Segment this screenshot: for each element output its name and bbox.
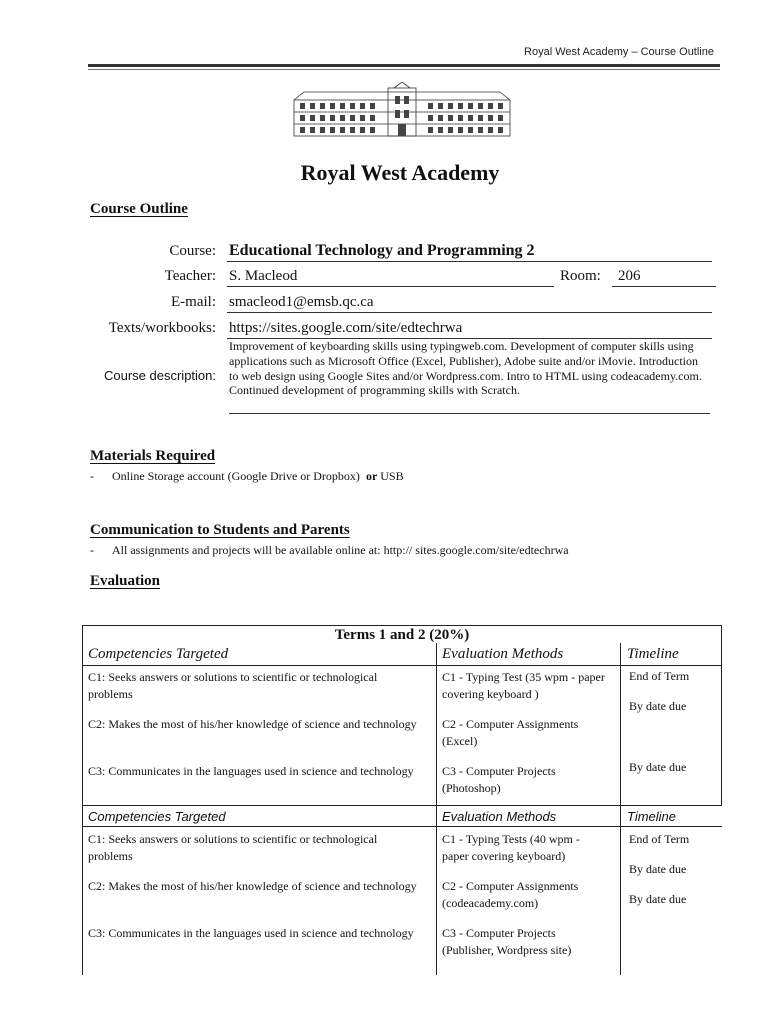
table-title: Terms 1 and 2 (20%)	[334, 627, 470, 643]
materials-item-text: Online Storage account (Google Drive or Dropbox) or USB	[112, 469, 404, 483]
email-label: E-mail:	[171, 294, 216, 310]
t2-col-competencies: Competencies Targeted	[88, 809, 226, 824]
description-value: Improvement of keyboarding skills using typingweb.com. Development of computer skills using applications such as Microsoft Office (Excel, Publisher), Adobe suite and/or iMovie. Introduction to web design using Google Sites and/or Wordpress.com. Intro to HTML using codeacademy.com. Continued development of programming skills with Scratch.	[229, 339, 710, 414]
t2-t3: By date due	[629, 892, 687, 906]
room-label: Room:	[560, 268, 601, 284]
texts-label: Texts/workbooks:	[108, 320, 216, 336]
t2-m1: C1 - Typing Tests (40 wpm - paper covering keyboard)	[442, 832, 580, 863]
room-value: 206	[612, 266, 716, 287]
t2-m3: C3 - Computer Projects (Publisher, Wordpress site)	[442, 926, 572, 957]
course-outline-heading: Course Outline	[90, 201, 188, 217]
running-header: Royal West Academy – Course Outline	[524, 46, 714, 58]
t1-m3: C3 - Computer Projects (Photoshop)	[442, 764, 556, 795]
evaluation-table	[82, 625, 722, 975]
t2-c3: C3: Communicates in the languages used in science and technology	[88, 926, 414, 940]
t2-col-methods: Evaluation Methods	[442, 809, 557, 824]
t1-col-methods: Evaluation Methods	[442, 646, 564, 662]
t1-m2: C2 - Computer Assignments (Excel)	[442, 717, 579, 748]
t1-c2: C2: Makes the most of his/her knowledge of science and technology	[88, 717, 417, 731]
course-value: Educational Technology and Programming 2	[227, 241, 712, 262]
header-rule-thick	[88, 64, 720, 67]
texts-value: https://sites.google.com/site/edtechrwa	[227, 318, 712, 339]
t2-col-timeline: Timeline	[627, 809, 677, 824]
t2-m2: C2 - Computer Assignments (codeacademy.com)	[442, 879, 579, 910]
school-building-illustration	[292, 82, 512, 138]
t1-c1: C1: Seeks answers or solutions to scientific or technological problems	[88, 670, 378, 701]
materials-dash: -	[90, 469, 94, 483]
teacher-value: S. Macleod	[227, 266, 554, 287]
t2-t2: By date due	[629, 862, 687, 876]
email-value: smacleod1@emsb.qc.ca	[227, 292, 712, 313]
t1-col-competencies: Competencies Targeted	[88, 646, 229, 662]
communication-heading: Communication to Students and Parents	[90, 522, 350, 538]
communication-dash: -	[90, 543, 94, 557]
t2-t1: End of Term	[629, 832, 690, 846]
teacher-label: Teacher:	[164, 268, 216, 284]
t1-t2: By date due	[629, 699, 687, 713]
t1-c3: C3: Communicates in the languages used in science and technology	[88, 764, 414, 778]
communication-item	[90, 543, 710, 559]
communication-item-text: All assignments and projects will be available online at: http:// sites.google.com/site/edtechrwa	[112, 543, 569, 557]
t2-c1: C1: Seeks answers or solutions to scientific or technological problems	[88, 832, 378, 863]
t1-t1: End of Term	[629, 669, 690, 683]
evaluation-heading: Evaluation	[90, 573, 161, 589]
t2-c2: C2: Makes the most of his/her knowledge of science and technology	[88, 879, 417, 893]
materials-heading: Materials Required	[90, 448, 216, 464]
description-label: Course description:	[104, 368, 216, 383]
course-label: Course:	[169, 243, 216, 259]
t1-col-timeline: Timeline	[627, 646, 679, 662]
header-rule-thin	[88, 69, 720, 70]
materials-item	[90, 469, 690, 485]
t1-t3: By date due	[629, 760, 687, 774]
school-name: Royal West Academy	[300, 160, 500, 185]
t1-m1: C1 - Typing Test (35 wpm - paper covering keyboard )	[442, 670, 605, 701]
